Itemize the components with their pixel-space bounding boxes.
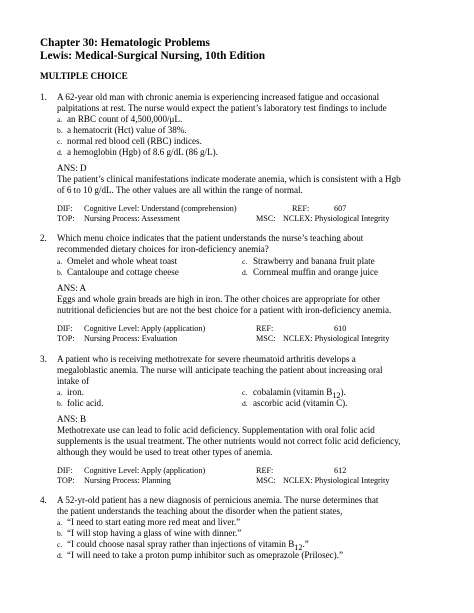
question-stem-line: megaloblastic anemia. The nurse will anticipate teaching the patient about increasing oral [57,365,383,375]
meta-value: Nursing Process: Evaluation [84,334,178,343]
question-number: 1. [40,92,47,102]
chapter-title: Chapter 30: Hematologic Problems [40,37,210,49]
meta-value: NCLEX: Physiological Integrity [283,476,390,485]
meta-label: MSC: [256,214,276,223]
rationale-line: although they would be used to treat other types of anemia. [57,447,273,457]
option-letter: c. [242,388,248,397]
option-text: Omelet and whole wheat toast [67,256,178,266]
option-letter: d. [57,148,63,157]
option-text: “I will stop having a glass of wine with dinner.” [67,528,242,538]
meta-value: 607 [334,204,347,213]
rationale-line: Methotrexate use can lead to folic acid deficiency. Supplementation with oral folic acid [57,425,375,435]
meta-label: REF: [256,324,274,333]
option-letter: d. [57,551,63,560]
meta-label: MSC: [256,334,276,343]
option-letter: b. [57,529,63,538]
question-stem-line: the patient understands the teaching about the disorder when the patient states, [57,506,343,516]
option-letter: d. [242,268,248,277]
answer-key: ANS: A [57,283,87,293]
option-text: folic acid. [67,398,104,408]
option-text: “I will need to take a proton pump inhibitor such as omeprazole (Prilosec).” [67,550,344,560]
answer-key: ANS: B [57,414,87,424]
meta-label: TOP: [57,476,75,485]
option-text: Cantaloupe and cottage cheese [67,267,179,277]
question-number: 2. [40,233,47,243]
option-subscript: 12 [332,390,341,400]
option-text: a hemoglobin (Hgb) of 8.6 g/dL (86 g/L). [67,147,218,157]
option-text: a hematocrit (Hct) value of 38%. [67,125,187,135]
meta-value: Nursing Process: Planning [84,476,171,485]
question-number: 4. [40,495,47,505]
option-letter: b. [57,126,63,135]
option-text-end: .” [302,539,309,549]
question-stem-line: A patient who is receiving methotrexate for severe rheumatoid arthritis develops a [57,354,356,364]
question-stem-line: A 52-yr-old patient has a new diagnosis of pernicious anemia. The nurse determines that [57,495,379,505]
rationale-line: supplements is the usual treatment. The other nutrients would not correct folic acid deficiency, [57,436,401,446]
meta-value: 610 [334,324,347,333]
option-text-main: “I could choose nasal spray rather than injections of vitamin B [67,539,295,549]
meta-value: Cognitive Level: Apply (application) [84,324,206,333]
option-letter: b. [57,399,63,408]
meta-value: NCLEX: Physiological Integrity [283,334,390,343]
question-stem-line: A 62-year old man with chronic anemia is experiencing increased fatigue and occasional [57,92,380,102]
meta-label: REF: [292,204,310,213]
option-letter: a. [57,388,63,397]
meta-value: NCLEX: Physiological Integrity [283,214,390,223]
rationale-line: The patient’s clinical manifestations indicate moderate anemia, which is consistent with a Hgb [57,174,401,184]
meta-value: 612 [334,466,347,475]
meta-label: DIF: [57,324,73,333]
option-text: ascorbic acid (vitamin C). [253,398,348,408]
option-text: an RBC count of 4,500,000/μL. [67,114,183,124]
option-letter: b. [57,268,63,277]
meta-label: REF: [256,466,274,475]
question-stem-line: recommended dietary choices for iron-deficiency anemia? [57,244,269,254]
option-letter: a. [57,518,63,527]
option-text: Cornmeal muffin and orange juice [253,267,379,277]
meta-label: TOP: [57,214,75,223]
book-title: Lewis: Medical-Surgical Nursing, 10th Edition [40,50,266,62]
option-text: normal red blood cell (RBC) indices. [67,136,202,146]
option-text: “I need to start eating more red meat and liver.” [67,517,241,527]
meta-label: DIF: [57,466,73,475]
question-stem-line: intake of [57,376,90,386]
meta-value: Cognitive Level: Apply (application) [84,466,206,475]
question-number: 3. [40,354,47,364]
option-subscript: 12 [294,542,303,552]
option-letter: a. [57,115,63,124]
rationale-line: Eggs and whole grain breads are high in iron. The other choices are appropriate for other [57,294,381,304]
question-stem-line: palpitations at rest. The nurse would expect the patient’s laboratory test findings to include [57,103,387,113]
meta-label: DIF: [57,204,73,213]
answer-key: ANS: D [57,163,87,173]
option-text-end: ). [340,387,346,397]
meta-value: Nursing Process: Assessment [84,214,180,223]
rationale-line: nutritional deficiencies but are not the best choice for a patient with iron-deficiency anemia. [57,305,392,315]
option-letter: c. [57,137,63,146]
option-letter: c. [57,540,63,549]
meta-label: TOP: [57,334,75,343]
option-text: iron. [67,387,84,397]
section-title: MULTIPLE CHOICE [40,71,128,81]
meta-label: MSC: [256,476,276,485]
question-stem-line: Which menu choice indicates that the patient understands the nurse’s teaching about [57,233,364,243]
option-text-main: cobalamin (vitamin B [253,387,333,397]
option-text: Strawberry and banana fruit plate [253,256,375,266]
rationale-line: of 6 to 10 g/dL. The other values are all within the range of normal. [57,185,303,195]
option-letter: d. [242,399,248,408]
option-letter: c. [242,257,248,266]
meta-value: Cognitive Level: Understand (comprehension) [84,204,237,213]
option-letter: a. [57,257,63,266]
